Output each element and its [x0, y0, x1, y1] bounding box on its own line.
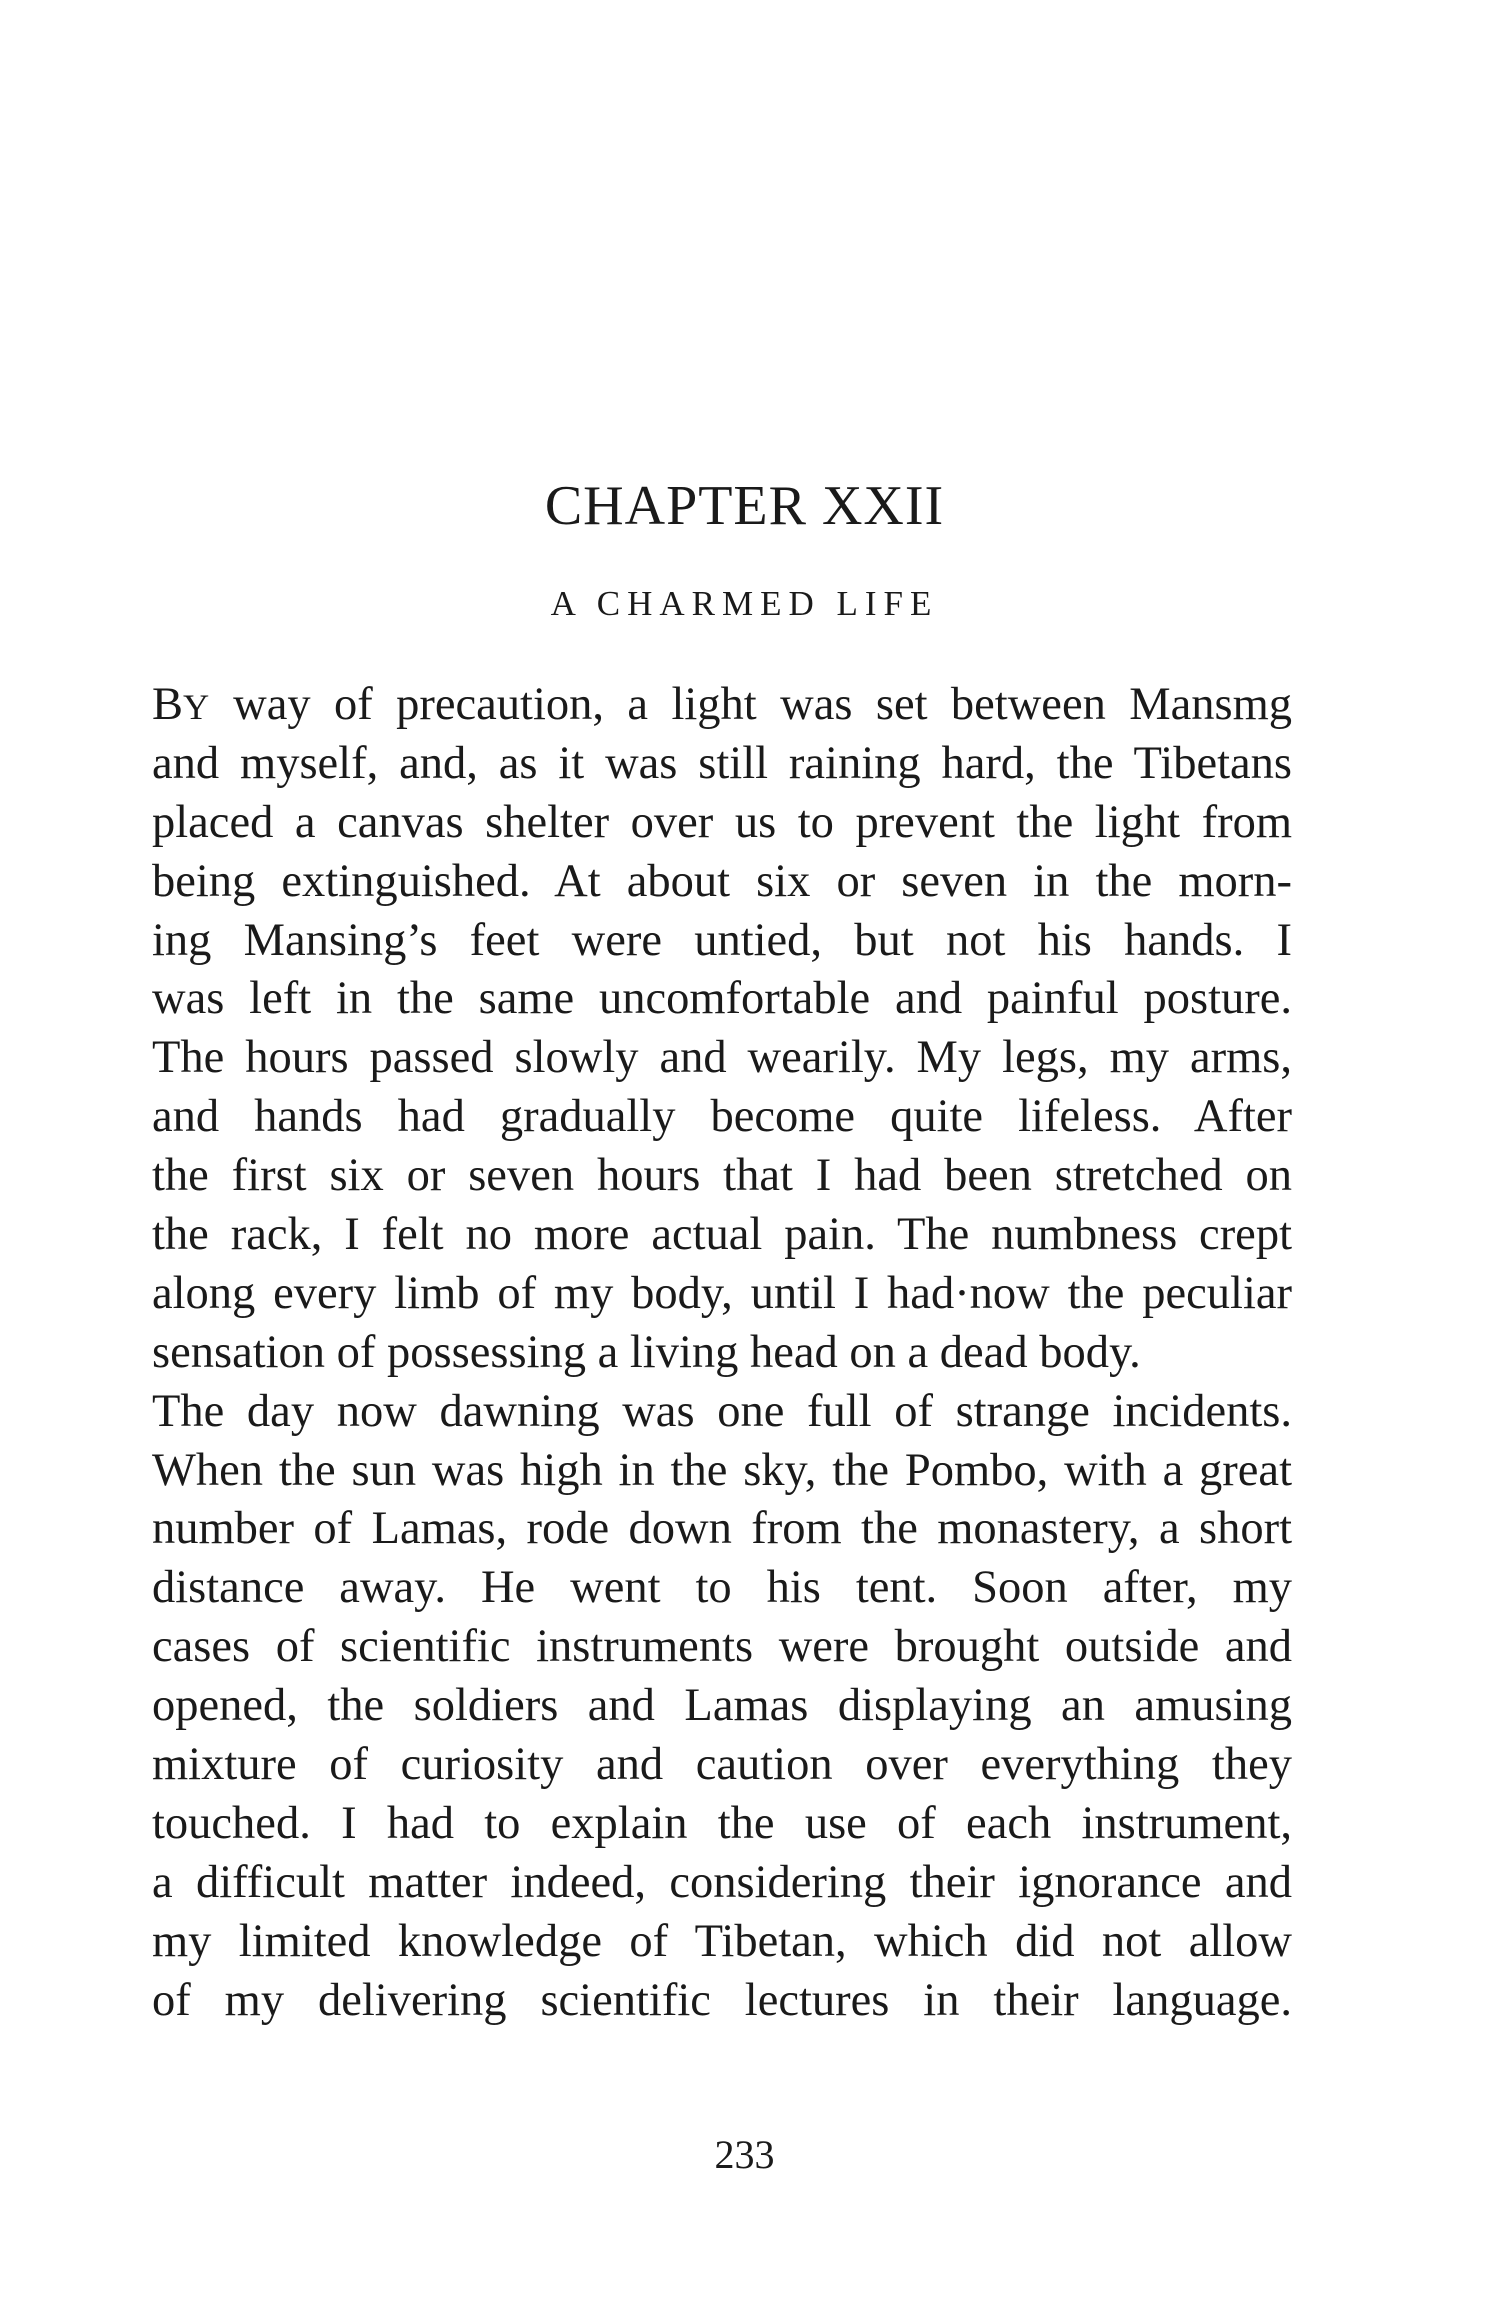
text-line-14: When the sun was high in the sky, the Pombo, with a great: [152, 1444, 1292, 1496]
text-line-12: sensation of possessing a living head on a dead body.: [152, 1326, 1141, 1378]
text-line-5: ing Mansing’s feet were untied, but not his hands. I: [152, 914, 1292, 966]
text-line-21: a difficult matter indeed, considering their ignorance and: [152, 1856, 1292, 1908]
text-line-18: opened, the soldiers and Lamas displaying an amusing: [152, 1680, 1292, 1732]
text-line-6: was left in the same uncomfortable and painful posture.: [152, 973, 1292, 1025]
chapter-heading: CHAPTER XXII: [544, 475, 945, 537]
text-line-19: mixture of curiosity and caution over everything they: [152, 1739, 1292, 1791]
text-line-3: placed a canvas shelter over us to prevent the light from: [152, 796, 1292, 848]
text-line-17: cases of scientific instruments were brought outside and: [152, 1621, 1292, 1673]
drop-initial: B: [152, 679, 184, 730]
body-text: [152, 676, 1292, 2030]
text-line-1: [152, 676, 1292, 735]
text-line-9: the first six or seven hours that I had been stretched on: [152, 1150, 1292, 1202]
text-line-20: touched. I had to explain the use of each instrument,: [152, 1797, 1292, 1849]
line-1-text: way of precaution, a light was set between Mansmg: [209, 679, 1292, 730]
text-line-11: along every limb of my body, until I had·now the peculiar: [152, 1267, 1292, 1319]
text-line-10: the rack, I felt no more actual pain. The numbness crept: [152, 1209, 1292, 1261]
page-number: 233: [714, 2132, 775, 2177]
small-caps-rest: Y: [183, 687, 210, 727]
text-line-15: number of Lamas, rode down from the monastery, a short: [152, 1503, 1292, 1555]
chapter-title: A CHARMED LIFE: [550, 584, 939, 623]
text-line-2: and myself, and, as it was still raining hard, the Tibetans: [152, 737, 1292, 789]
text-line-22: my limited knowledge of Tibetan, which did not allow: [152, 1915, 1292, 1967]
text-line-23: of my delivering scientific lectures in their language.: [152, 1974, 1292, 2026]
text-line-13: The day now dawning was one full of strange incidents.: [152, 1385, 1292, 1437]
text-line-4: being extinguished. At about six or seven in the morn-: [152, 855, 1292, 907]
text-line-16: distance away. He went to his tent. Soon after, my: [152, 1562, 1292, 1614]
text-line-7: The hours passed slowly and wearily. My legs, my arms,: [152, 1032, 1292, 1084]
text-line-8: and hands had gradually become quite lifeless. After: [152, 1091, 1292, 1143]
